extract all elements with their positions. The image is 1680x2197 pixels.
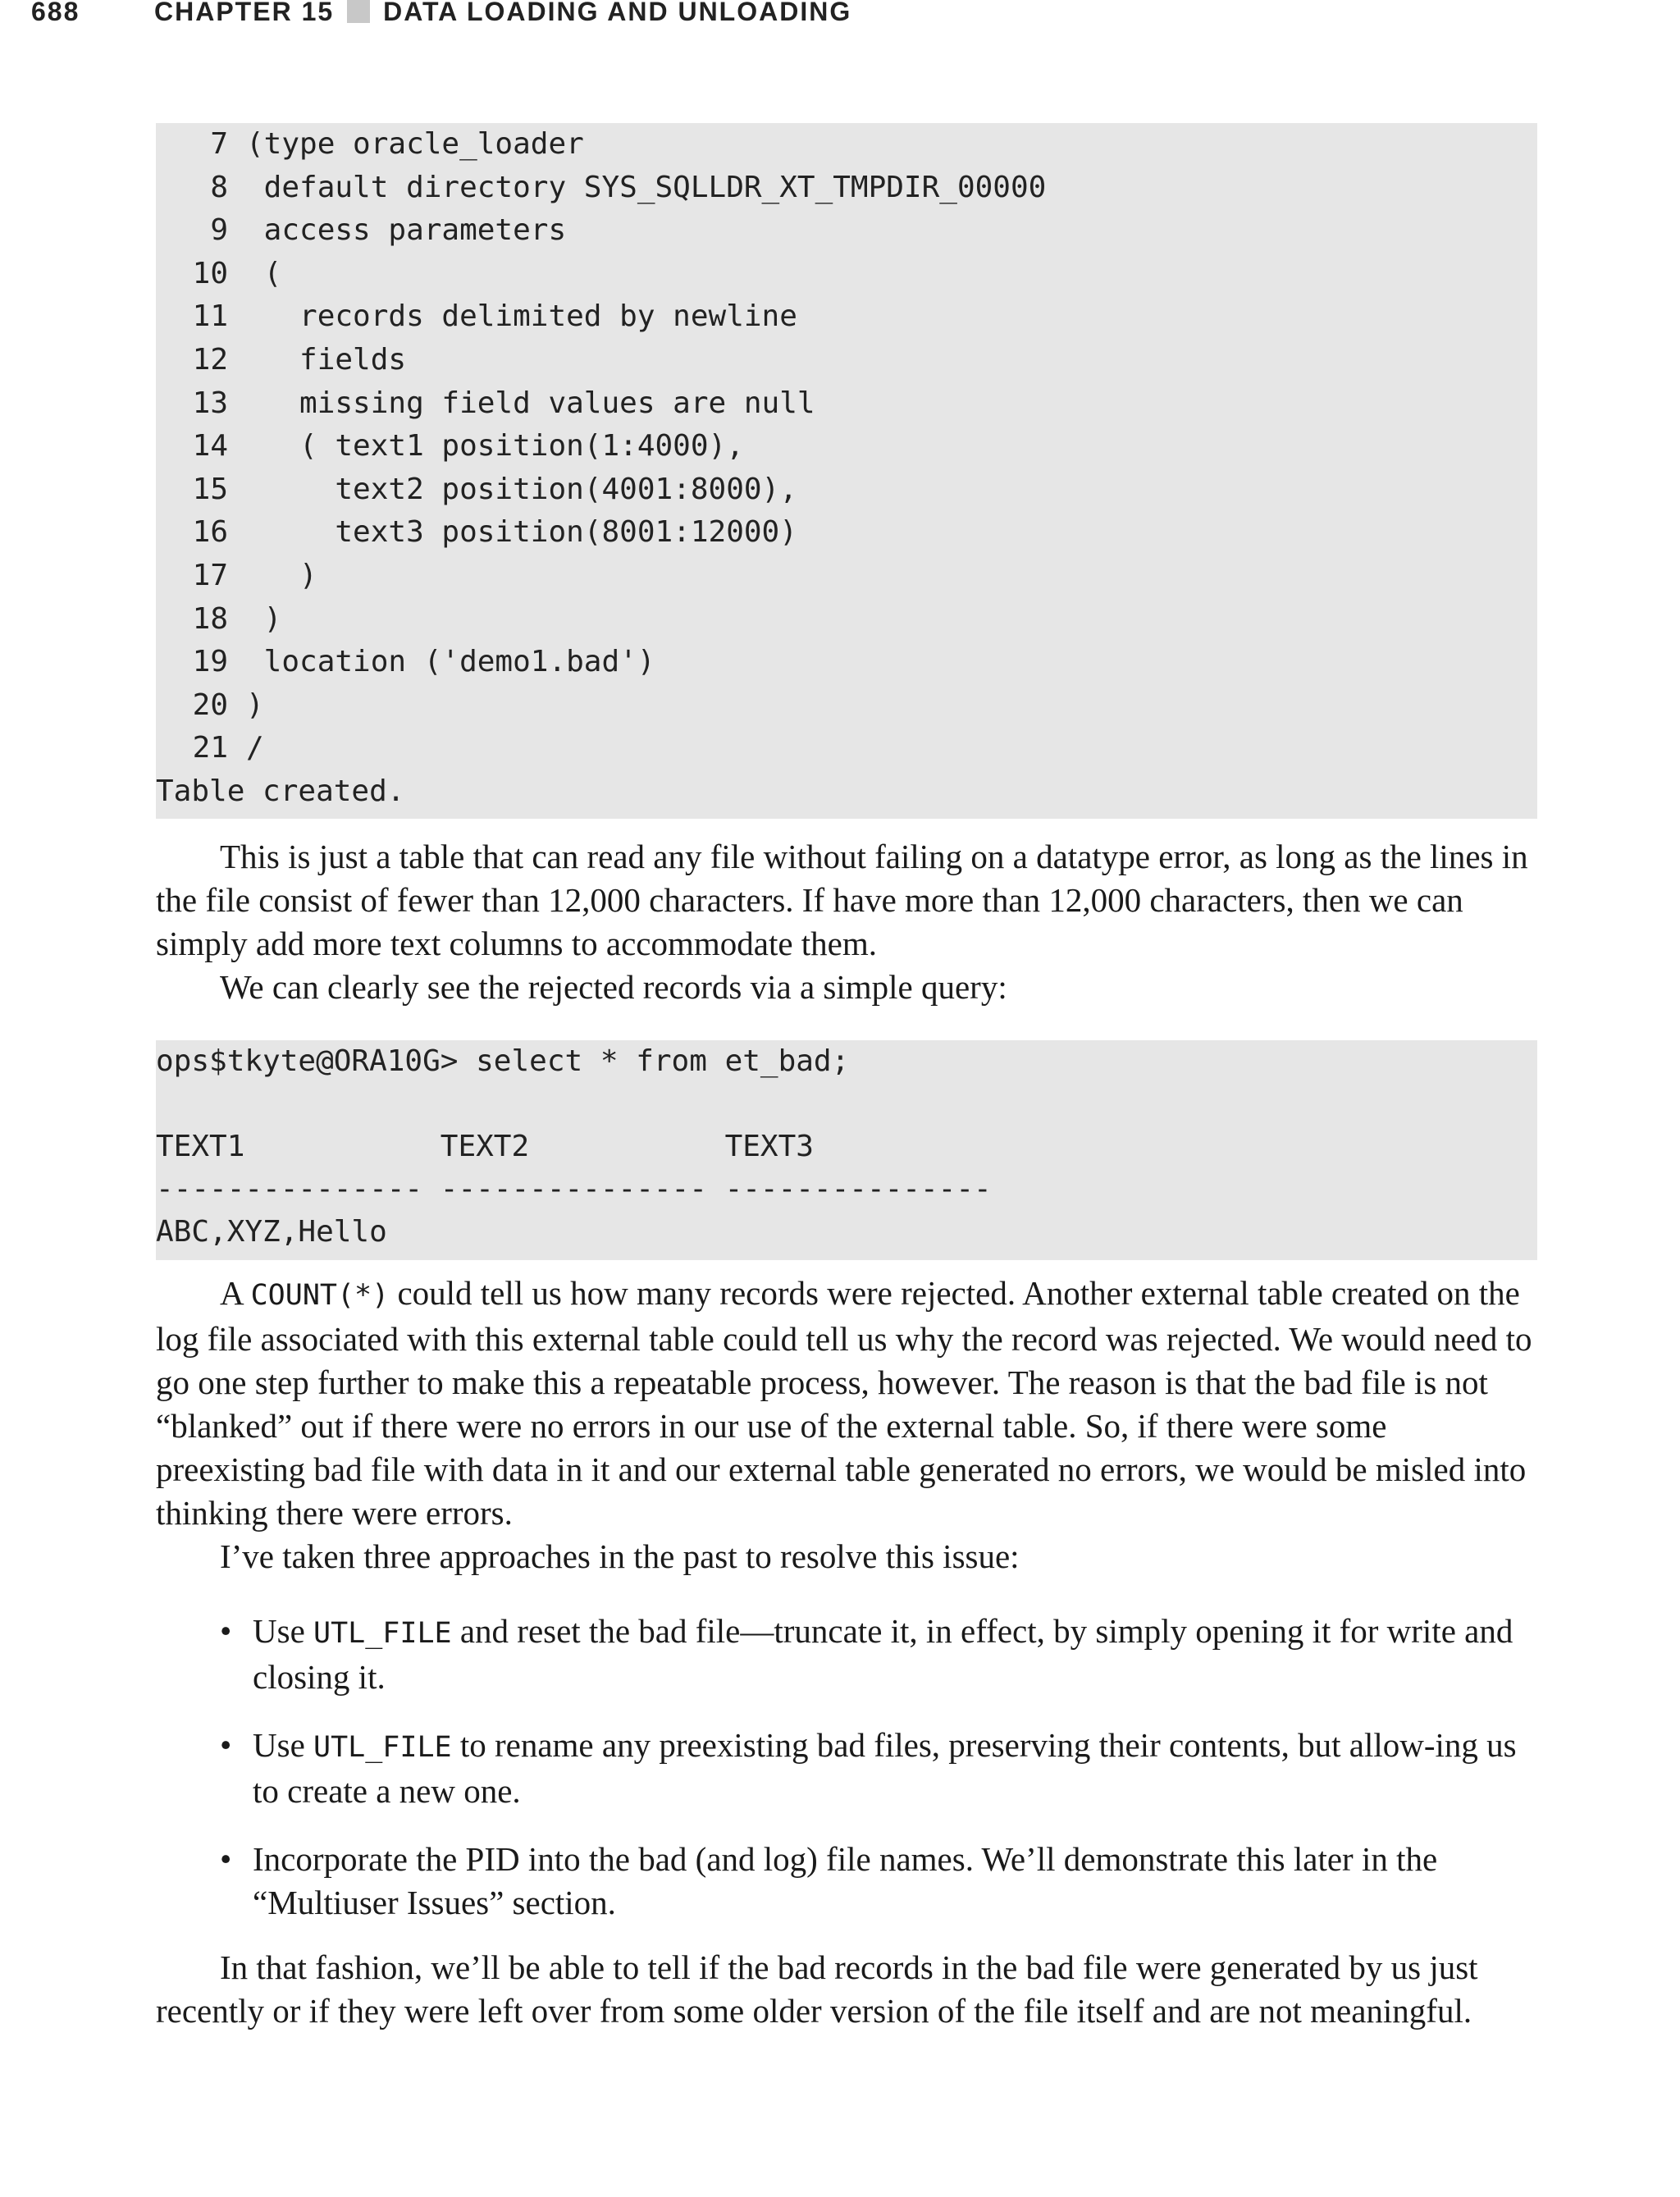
text-span: and reset the bad file—truncate it, in effect, by simply opening it for write and closing it. xyxy=(253,1612,1513,1696)
line-number: 14 xyxy=(192,429,228,464)
inline-code: COUNT(*) xyxy=(250,1279,390,1312)
inline-code: UTL_FILE xyxy=(313,1617,452,1650)
code-line: TEXT1 TEXT2 TEXT3 xyxy=(156,1130,814,1163)
header-square-icon xyxy=(347,0,370,23)
code-text: ( xyxy=(246,256,282,290)
code-text: missing field values are null xyxy=(246,386,815,420)
code-text: ) xyxy=(246,558,317,592)
line-number: 18 xyxy=(192,601,228,636)
running-head xyxy=(31,0,851,30)
code-line xyxy=(156,598,1537,642)
code-line xyxy=(156,295,1537,339)
code-line xyxy=(156,511,1537,555)
line-number: 20 xyxy=(192,687,228,722)
text-span: Incorporate the PID into the bad (and log) file names. We’ll demonstrate this later in the “Multiuser Issues” section. xyxy=(253,1840,1438,1921)
list-item xyxy=(156,1838,1537,1925)
line-number: 8 xyxy=(210,170,228,204)
text-span: A xyxy=(220,1274,251,1312)
code-line xyxy=(156,339,1537,382)
paragraph: In that fashion, we’ll be able to tell if the bad records in the bad file were generated by us just recently or if they were left over from some older version of the file itself and are not meaningful. xyxy=(156,1948,1478,2030)
code-text: records delimited by newline xyxy=(246,299,797,334)
code-text: ) xyxy=(246,601,282,636)
line-number: 19 xyxy=(192,645,228,679)
code-line xyxy=(156,1083,1537,1126)
line-number: 17 xyxy=(192,558,228,592)
text-span: Use xyxy=(253,1726,314,1764)
code-text: (type oracle_loader xyxy=(246,127,584,161)
code-line xyxy=(156,167,1537,210)
code-text: / xyxy=(246,731,264,765)
code-line xyxy=(156,123,1537,167)
code-line: --------------- --------------- --------------- xyxy=(156,1172,992,1206)
code-text: ( text1 position(1:4000), xyxy=(246,429,744,464)
text-span: to rename any preexisting bad files, preserving their contents, but allow-ing us to create a new one. xyxy=(253,1726,1517,1810)
code-line: ABC,XYZ,Hello xyxy=(156,1215,387,1249)
code-line xyxy=(156,555,1537,598)
chapter-label: CHAPTER 15 xyxy=(154,0,335,26)
bullet-icon: • xyxy=(220,1726,232,1764)
code-line xyxy=(156,425,1537,468)
bullet-icon: • xyxy=(220,1840,232,1878)
code-text: fields xyxy=(246,342,407,377)
code-result: Table created. xyxy=(156,774,405,808)
line-number: 10 xyxy=(192,256,228,290)
code-line xyxy=(156,468,1537,512)
code-line xyxy=(156,209,1537,253)
line-number: 21 xyxy=(192,731,228,765)
code-block-select-query xyxy=(156,1040,1537,1260)
code-text: ) xyxy=(246,687,264,722)
chapter-title: DATA LOADING AND UNLOADING xyxy=(383,0,852,26)
code-line xyxy=(156,641,1537,684)
prose-block-2 xyxy=(156,1272,1537,1578)
code-block-create-table xyxy=(156,123,1537,819)
list-item xyxy=(156,1724,1537,1813)
code-text: access parameters xyxy=(246,213,567,248)
code-text: default directory SYS_SQLLDR_XT_TMPDIR_00000 xyxy=(246,170,1047,204)
prose-block-3 xyxy=(156,1946,1537,2033)
code-line xyxy=(156,684,1537,728)
bullet-list xyxy=(156,1610,1537,1949)
line-number: 15 xyxy=(192,472,228,506)
page-number: 688 xyxy=(31,0,80,26)
list-item xyxy=(156,1610,1537,1699)
prose-block-1 xyxy=(156,835,1537,1009)
paragraph: This is just a table that can read any file without failing on a datatype error, as long as the lines in the file consist of fewer than 12,000 characters. If have more than 12,000 characters, then we can simply add more text columns to accommodate them. xyxy=(156,838,1528,962)
code-text: text3 position(8001:12000) xyxy=(246,515,797,550)
bullet-icon: • xyxy=(220,1612,232,1650)
line-number: 16 xyxy=(192,515,228,550)
code-line: ops$tkyte@ORA10G> select * from et_bad; xyxy=(156,1044,850,1078)
code-text: location ('demo1.bad') xyxy=(246,645,655,679)
code-line xyxy=(156,253,1537,296)
line-number: 11 xyxy=(192,299,228,334)
code-line xyxy=(156,382,1537,426)
text-span: Use xyxy=(253,1612,314,1650)
line-number: 7 xyxy=(210,127,228,161)
paragraph: We can clearly see the rejected records via a simple query: xyxy=(220,968,1007,1006)
code-text: text2 position(4001:8000), xyxy=(246,472,797,506)
line-number: 13 xyxy=(192,386,228,420)
code-line xyxy=(156,727,1537,770)
inline-code: UTL_FILE xyxy=(313,1731,452,1764)
paragraph: I’ve taken three approaches in the past to resolve this issue: xyxy=(220,1537,1020,1575)
line-number: 12 xyxy=(192,342,228,377)
line-number: 9 xyxy=(210,213,228,248)
text-span: could tell us how many records were rejected. Another external table created on the log file associated with this external table could tell us why the record was rejected. We would need to go one step further to make this a repeatable process, however. The reason is that the bad file is not “blanked” out if there were no errors in our use of the external table. So, if there were some preexisting bad file with data in it and our external table generated no errors, we would be misled into thinking there were errors. xyxy=(156,1274,1532,1532)
paragraph xyxy=(156,1272,1537,1535)
